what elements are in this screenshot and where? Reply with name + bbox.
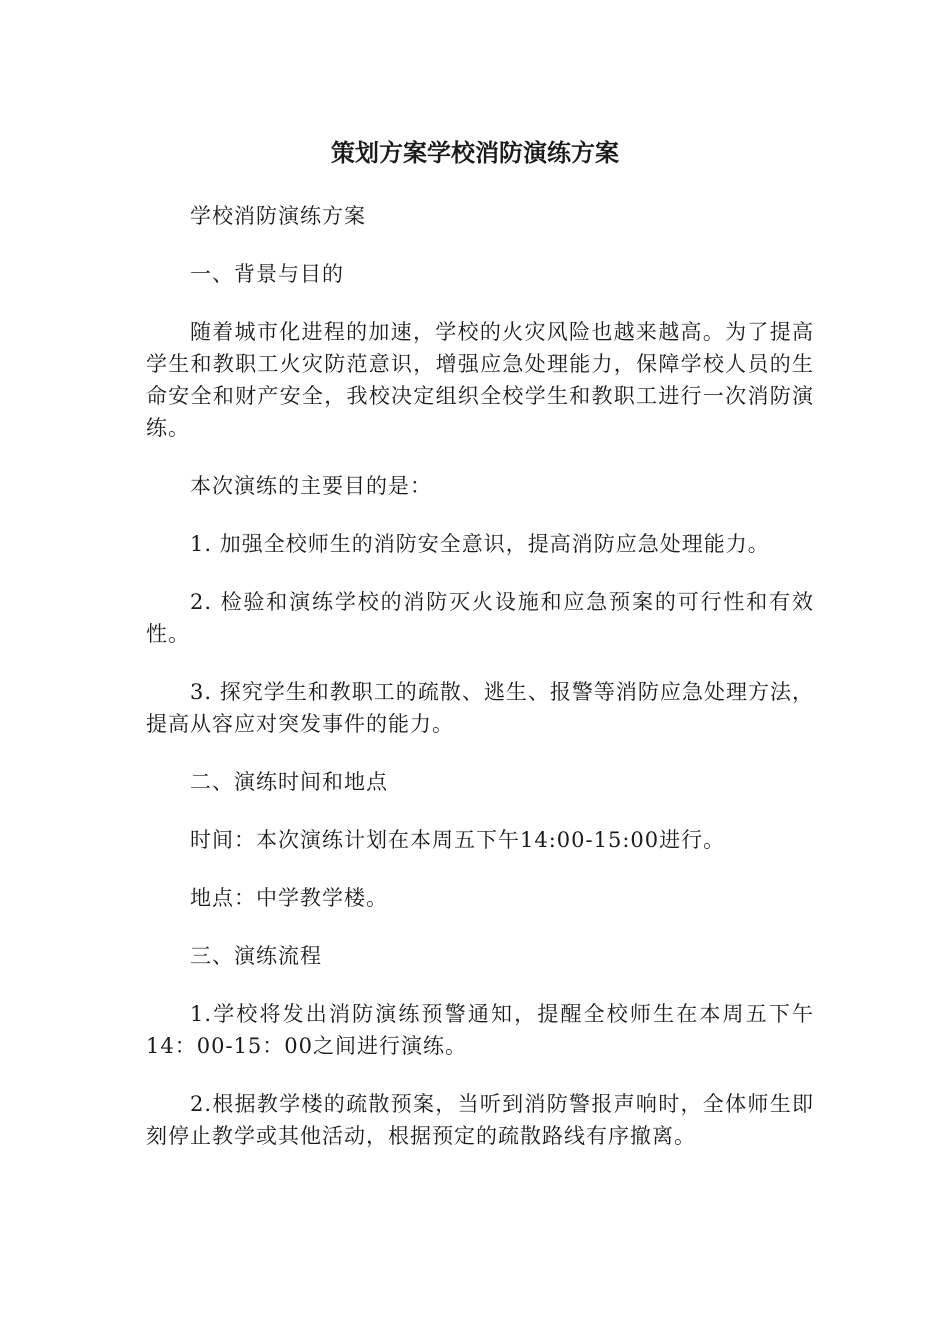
goal-item-2: 2. 检验和演练学校的消防灭火设施和应急预案的可行性和有效性。 <box>146 590 814 646</box>
process-step-2: 2.根据教学楼的疏散预案，当听到消防警报声响时，全体师生即刻停止教学或其他活动，根据预定的疏散路线有序撤离。 <box>146 1092 814 1148</box>
paragraph-place: 地点：中学教学楼。 <box>190 886 388 910</box>
paragraph-subtitle: 学校消防演练方案 <box>190 204 366 228</box>
paragraph-goals-intro: 本次演练的主要目的是： <box>190 474 432 498</box>
goal-item-3: 3. 探究学生和教职工的疏散、逃生、报警等消防应急处理方法，提高从容应对突发事件的能力。 <box>146 680 814 736</box>
section-heading-background: 一、背景与目的 <box>190 262 344 286</box>
process-step-1: 1.学校将发出消防演练预警通知，提醒全校师生在本周五下午14：00-15：00之间进行演练。 <box>146 1002 814 1058</box>
paragraph-time: 时间：本次演练计划在本周五下午14:00-15:00进行。 <box>190 828 726 852</box>
document-title: 策划方案学校消防演练方案 <box>331 139 619 167</box>
section-heading-time-place: 二、演练时间和地点 <box>190 770 388 794</box>
paragraph-background: 随着城市化进程的加速，学校的火灾风险也越来越高。为了提高学生和教职工火灾防范意识，增强应急处理能力，保障学校人员的生命安全和财产安全，我校决定组织全校学生和教职工进行一次消防演练。 <box>146 320 814 440</box>
document-body <box>146 200 814 1178</box>
section-heading-process: 三、演练流程 <box>190 944 322 968</box>
goal-item-1: 1. 加强全校师生的消防安全意识，提高消防应急处理能力。 <box>190 532 770 556</box>
